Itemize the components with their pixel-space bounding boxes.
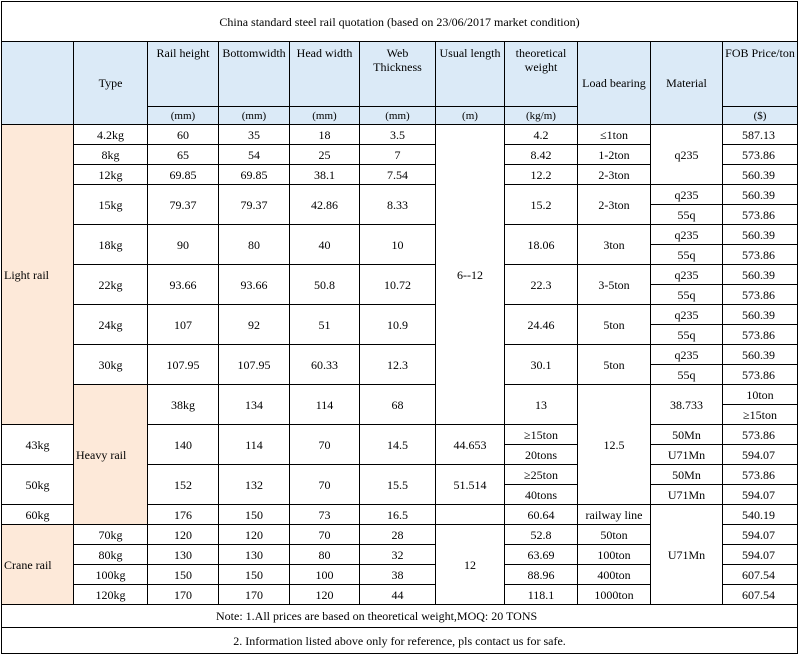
cell-head: 68 [360,385,436,425]
cell-web: 8.33 [360,185,436,225]
cell-material: U71Mn [651,445,723,465]
cell-material: 55q [651,285,723,305]
cell-load: 2-3ton [578,185,651,225]
cell-head: 38.1 [290,165,360,185]
unit-rail-height: (mm) [148,107,219,125]
cell-height: 60 [148,125,219,145]
cell-weight: 18.06 [505,225,578,265]
cell-bottom: 93.66 [219,265,290,305]
cell-bottom: 92 [219,305,290,345]
cell-price: 560.39 [723,185,798,205]
header-load-bearing: Load bearing [578,42,651,125]
cell-web: 14.5 [360,425,436,465]
cell-material: 50Mn [651,465,723,485]
category-heavy-rail: Heavy rail [74,385,148,525]
cell-head: 70 [290,525,360,545]
cell-price: 573.86 [723,245,798,265]
cell-head: 70 [290,425,360,465]
cell-load: ≤1ton [578,125,651,145]
cell-height: 65 [148,145,219,165]
cell-type: 120kg [74,585,148,605]
cell-material: 55q [651,205,723,225]
cell-bottom: 79.37 [219,185,290,225]
cell-web: 28 [360,525,436,545]
cell-load: 100ton [578,545,651,565]
cell-head: 100 [290,565,360,585]
cell-load: ≥15ton [723,405,798,425]
cell-type: 60kg [2,505,74,525]
cell-weight: 38.733 [651,385,723,425]
cell-web: 44 [360,585,436,605]
cell-price: 587.13 [723,125,798,145]
cell-weight: 15.2 [505,185,578,225]
length-heavy-rail: 12.5 [578,385,651,505]
note-line-2: 2. Information listed above only for reference, pls contact us for safe. [2,628,798,654]
cell-bottom: 114 [290,385,360,425]
category-crane-rail: Crane rail [2,525,74,605]
cell-web: 12.3 [360,345,436,385]
cell-web: 32 [360,545,436,565]
cell-load: 3-5ton [578,265,651,305]
cell-price: 560.39 [723,225,798,245]
cell-type: 70kg [74,525,148,545]
length-light-rail: 6--12 [436,125,505,425]
unit-web-thickness: (mm) [360,107,436,125]
cell-load: ≥15ton [505,425,578,445]
cell-load: 3ton [578,225,651,265]
cell-price: 594.07 [723,485,798,505]
cell-type: 22kg [74,265,148,305]
cell-bottom: 150 [219,505,290,525]
cell-height: 130 [148,545,219,565]
rail-quotation-table [1,1,798,654]
cell-type: 4.2kg [74,125,148,145]
cell-load: 5ton [578,345,651,385]
cell-head: 80 [290,545,360,565]
cell-price: 573.86 [723,425,798,445]
unit-theoretical-weight: (kg/m) [505,107,578,125]
header-rail-height: Rail height [148,42,219,107]
cell-type: 80kg [74,545,148,565]
table-title: China standard steel rail quotation (based on 23/06/2017 market condition) [2,2,798,42]
cell-load: 5ton [578,305,651,345]
cell-price: 594.07 [723,445,798,465]
note-line-1: Note: 1.All prices are based on theoretical weight,MOQ: 20 TONS [2,605,798,628]
cell-load: 50ton [578,525,651,545]
cell-head: 120 [290,585,360,605]
cell-weight: 30.1 [505,345,578,385]
cell-head: 40 [290,225,360,265]
unit-fob-price: ($) [723,107,798,125]
cell-type: 38kg [148,385,219,425]
cell-weight: 60.64 [505,505,578,525]
cell-bottom: 130 [219,545,290,565]
cell-material: U71Mn [651,505,723,605]
cell-web: 10.9 [360,305,436,345]
cell-bottom: 107.95 [219,345,290,385]
cell-type: 12kg [74,165,148,185]
header-web-thickness: Web Thickness [360,42,436,107]
cell-weight: 22.3 [505,265,578,305]
cell-weight: 51.514 [436,465,505,505]
cell-load: ≥25ton [505,465,578,485]
cell-material: q235 [651,185,723,205]
cell-type: 15kg [74,185,148,225]
cell-price: 560.39 [723,305,798,325]
header-material: Material [651,42,723,125]
category-light-rail: Light rail [2,125,74,425]
header-head-width: Head width [290,42,360,107]
cell-type: 24kg [74,305,148,345]
cell-height: 134 [219,385,290,425]
cell-type: 30kg [74,345,148,385]
cell-head: 60.33 [290,345,360,385]
cell-weight: 8.42 [505,145,578,165]
cell-type: 100kg [74,565,148,585]
cell-weight: 12.2 [505,165,578,185]
cell-price: 594.07 [723,525,798,545]
cell-weight: 4.2 [505,125,578,145]
cell-load: 10ton [723,385,798,405]
cell-bottom: 150 [219,565,290,585]
cell-weight: 52.8 [505,525,578,545]
cell-material: q235 [651,305,723,325]
cell-head: 51 [290,305,360,345]
header-blank [2,42,74,125]
cell-price: 573.86 [723,205,798,225]
cell-height: 107 [148,305,219,345]
cell-price: 560.39 [723,265,798,285]
cell-weight: 44.653 [436,425,505,465]
header-type: Type [74,42,148,125]
header-usual-length: Usual length [436,42,505,107]
cell-price: 573.86 [723,325,798,345]
cell-type: 8kg [74,145,148,165]
cell-web: 10 [360,225,436,265]
cell-material: 55q [651,325,723,345]
cell-load: railway line [578,505,651,525]
cell-price: 540.19 [723,505,798,525]
cell-price: 607.54 [723,565,798,585]
cell-web: 7 [360,145,436,165]
cell-head: 25 [290,145,360,165]
cell-load: 1-2ton [578,145,651,165]
cell-height: 93.66 [148,265,219,305]
cell-price: 573.86 [723,365,798,385]
cell-weight: 88.96 [505,565,578,585]
cell-bottom: 132 [219,465,290,505]
cell-head: 42.86 [290,185,360,225]
cell-bottom: 35 [219,125,290,145]
cell-web: 13 [505,385,578,425]
cell-height: 150 [148,565,219,585]
cell-head: 70 [290,465,360,505]
cell-bottom: 170 [219,585,290,605]
cell-web: 16.5 [360,505,436,525]
cell-web: 3.5 [360,125,436,145]
cell-type: 50kg [2,465,74,505]
cell-material: 55q [651,245,723,265]
header-bottom-width: Bottomwidth [219,42,290,107]
cell-price: 573.86 [723,285,798,305]
cell-load: 40tons [505,485,578,505]
unit-usual-length: (m) [436,107,505,125]
cell-web: 10.72 [360,265,436,305]
cell-bottom: 69.85 [219,165,290,185]
cell-type: 43kg [2,425,74,465]
cell-material: q235 [651,125,723,185]
cell-head: 73 [290,505,360,525]
cell-load: 20tons [505,445,578,465]
cell-material: q235 [651,345,723,365]
cell-height: 90 [148,225,219,265]
length-crane-rail: 12 [436,525,505,605]
cell-load: 2-3ton [578,165,651,185]
cell-weight: 24.46 [505,305,578,345]
header-fob-price: FOB Price/ton [723,42,798,107]
cell-bottom: 114 [219,425,290,465]
cell-price: 560.39 [723,345,798,365]
cell-height: 69.85 [148,165,219,185]
cell-material: U71Mn [651,485,723,505]
unit-bottom-width: (mm) [219,107,290,125]
cell-weight: 118.1 [505,585,578,605]
cell-height: 170 [148,585,219,605]
cell-price: 560.39 [723,165,798,185]
cell-price: 594.07 [723,545,798,565]
cell-height: 107.95 [148,345,219,385]
cell-material: q235 [651,225,723,245]
cell-web: 15.5 [360,465,436,505]
cell-bottom: 120 [219,525,290,545]
cell-head: 18 [290,125,360,145]
cell-web: 38 [360,565,436,585]
header-theoretical-weight: theoretical weight [505,42,578,107]
cell-length-blank [436,505,505,525]
cell-material: 50Mn [651,425,723,445]
cell-height: 152 [148,465,219,505]
cell-load: 1000ton [578,585,651,605]
unit-head-width: (mm) [290,107,360,125]
cell-load: 400ton [578,565,651,585]
cell-bottom: 80 [219,225,290,265]
cell-bottom: 54 [219,145,290,165]
cell-height: 176 [148,505,219,525]
cell-price: 573.86 [723,145,798,165]
cell-height: 120 [148,525,219,545]
cell-material: q235 [651,265,723,285]
cell-type: 18kg [74,225,148,265]
cell-material: 55q [651,365,723,385]
cell-height: 79.37 [148,185,219,225]
cell-weight: 63.69 [505,545,578,565]
cell-price: 573.86 [723,465,798,485]
cell-price: 607.54 [723,585,798,605]
cell-web: 7.54 [360,165,436,185]
cell-height: 140 [148,425,219,465]
cell-head: 50.8 [290,265,360,305]
